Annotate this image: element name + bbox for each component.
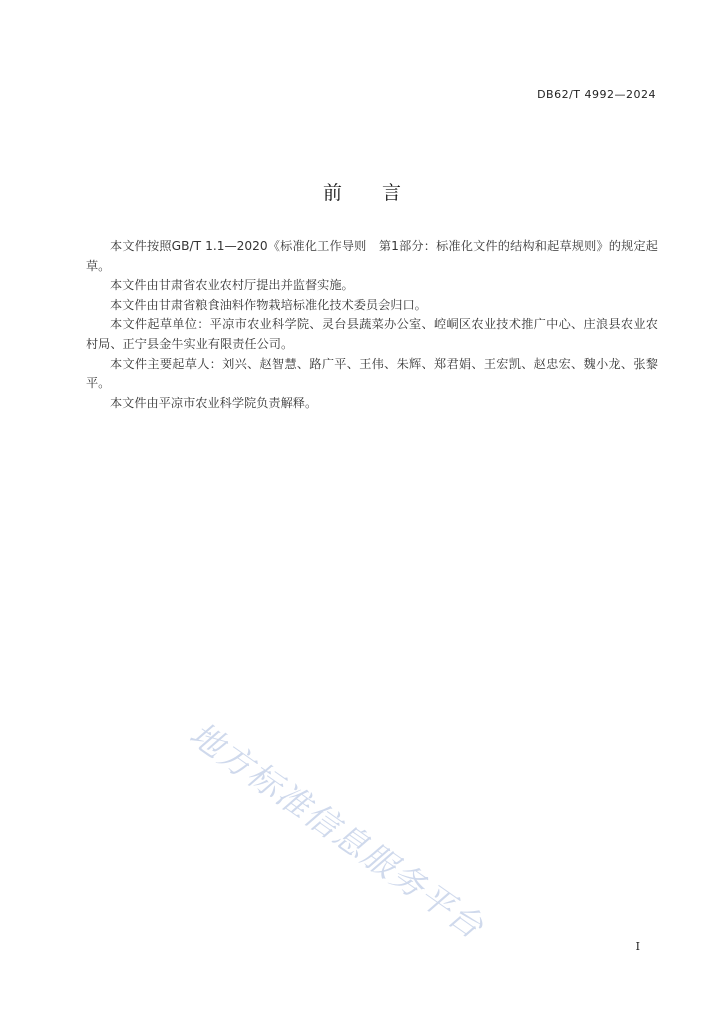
foreword-body bbox=[86, 237, 658, 413]
title-char-1: 前 bbox=[322, 182, 342, 204]
paragraph-proposer: 本文件由甘肃省农业农村厅提出并监督实施。 bbox=[110, 278, 354, 293]
paragraph-interpretation: 本文件由平凉市农业科学院负责解释。 bbox=[110, 395, 318, 410]
title-char-2: 言 bbox=[382, 182, 402, 204]
page-title bbox=[0, 178, 724, 205]
paragraph-drafters: 本文件主要起草人：刘兴、赵智慧、路广平、王伟、朱辉、郑君娟、王宏凯、赵忠宏、魏小龙、张黎平。 bbox=[86, 356, 658, 391]
paragraph-drafting-units: 本文件起草单位：平凉市农业科学院、灵台县蔬菜办公室、崆峒区农业技术推广中心、庄浪县农业农村局、正宁县金牛实业有限责任公司。 bbox=[86, 317, 658, 351]
page-number: I bbox=[635, 940, 640, 953]
paragraph-drafting-rules: 本文件按照GB/T 1.1—2020《标准化工作导则 第1部分：标准化文件的结构和起草规则》的规定起草。 bbox=[86, 239, 658, 273]
paragraph-centralizing-unit: 本文件由甘肃省粮食油料作物栽培标准化技术委员会归口。 bbox=[110, 297, 427, 312]
watermark-text: 地方标准信息服务平台 bbox=[182, 714, 492, 947]
standard-code: DB62/T 4992—2024 bbox=[537, 88, 656, 101]
